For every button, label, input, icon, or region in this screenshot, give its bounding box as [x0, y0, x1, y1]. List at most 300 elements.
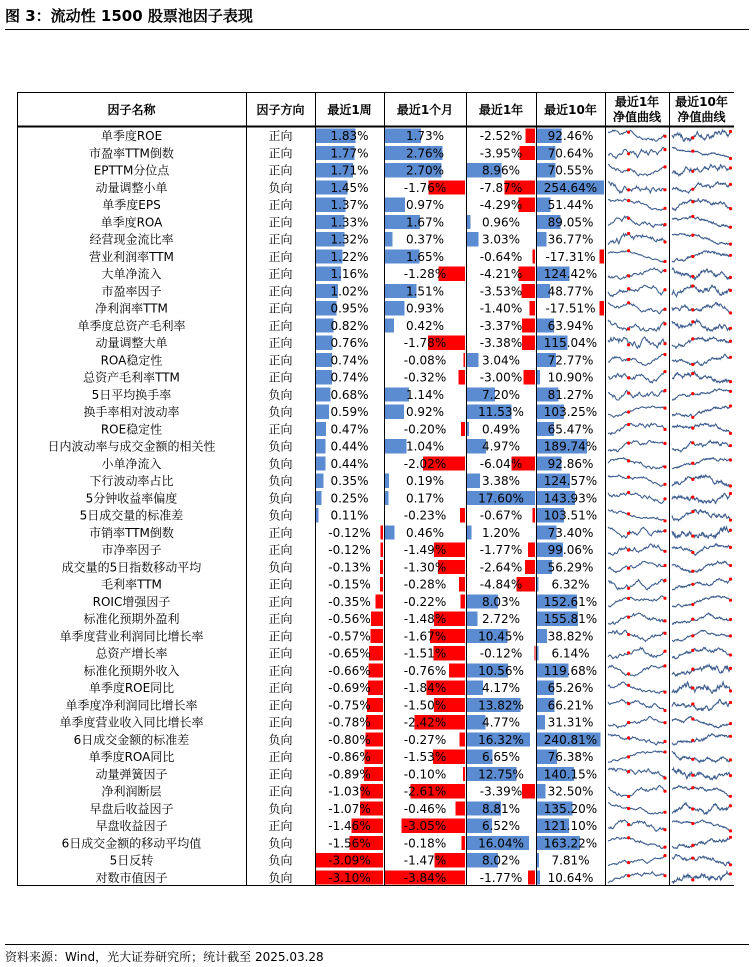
sparkline-marker [729, 701, 732, 704]
return-value: 189.74% [543, 439, 598, 454]
sparkline-marker [627, 633, 630, 636]
return-value: 1.20% [481, 525, 521, 540]
factor-direction: 正向 [268, 370, 293, 385]
return-value: -1.77% [479, 870, 523, 885]
sparkline-marker [691, 462, 694, 465]
value-bar [385, 318, 394, 332]
value-bar [460, 508, 465, 522]
sparkline-marker [663, 519, 666, 522]
factor-direction: 正向 [268, 819, 293, 833]
sparkline-marker [627, 301, 630, 304]
factor-name: 5日成交量的标准差 [79, 508, 184, 523]
value-bar [599, 301, 604, 315]
net-value-sparkline [608, 665, 666, 676]
return-value: 3.04% [481, 353, 521, 368]
factor-name: 标准化预期外收入 [83, 663, 180, 678]
sparkline-marker [627, 287, 630, 290]
sparkline-marker [729, 226, 732, 229]
sparkline-marker [691, 170, 694, 173]
return-value: 0.96% [481, 215, 521, 230]
source-note: 资料来源：Wind，光大证券研究所；统计截至 2025.03.28 [5, 950, 324, 964]
sparkline-marker [627, 721, 630, 724]
return-value: 0.42% [405, 318, 445, 333]
return-value: -1.50% [403, 698, 447, 713]
factor-name: 成交量的5日指数移动平均 [61, 560, 202, 575]
factor-direction: 正向 [268, 422, 293, 437]
net-value-sparkline [608, 199, 666, 210]
column-header: 最近1个月 [396, 103, 454, 117]
return-value: -0.08% [403, 353, 447, 368]
value-bar [458, 370, 465, 384]
sparkline-marker [691, 136, 694, 139]
return-value: 0.74% [330, 353, 369, 368]
return-value: -1.03% [328, 784, 371, 799]
value-bar [385, 525, 395, 539]
net-value-sparkline [608, 458, 666, 469]
return-value: -3.05% [403, 819, 447, 833]
factor-name: 单季度净利润同比增长率 [65, 698, 198, 713]
return-value: 1.45% [330, 180, 369, 195]
return-value: 10.64% [547, 870, 594, 885]
return-value: -3.84% [403, 870, 447, 885]
return-value: 1.16% [330, 267, 369, 281]
sparkline-marker [627, 476, 630, 479]
sparkline-marker [663, 240, 666, 243]
return-value: -1.84% [403, 681, 447, 695]
return-value: 56.29% [547, 560, 594, 575]
sparkline-marker [691, 308, 694, 311]
net-value-sparkline [672, 527, 731, 538]
factor-name: EPTTM分位点 [93, 163, 170, 178]
net-value-sparkline [608, 354, 666, 365]
factor-direction: 正向 [268, 750, 293, 764]
return-value: 143.93% [543, 491, 598, 506]
return-value: 1.37% [330, 198, 369, 212]
value-bar [467, 232, 479, 246]
text-layer [47, 94, 727, 885]
return-value: -0.89% [328, 767, 371, 782]
sparkline-marker [627, 376, 630, 379]
sparkline-marker [627, 616, 630, 619]
sparkline-marker [663, 846, 666, 849]
return-value: 65.47% [547, 422, 594, 437]
return-value: -0.22% [403, 594, 447, 609]
return-value: 115.04% [543, 336, 598, 350]
return-value: -0.80% [328, 732, 371, 747]
value-bar [522, 784, 535, 798]
return-value: 11.53% [478, 405, 524, 419]
factor-name: 毛利率TTM [101, 577, 162, 592]
value-bar [459, 732, 465, 746]
value-bar [537, 715, 545, 729]
factor-name: 动量调整大单 [95, 336, 168, 350]
return-value: 6.32% [551, 577, 590, 592]
net-value-sparkline [672, 768, 731, 779]
net-value-sparkline [672, 596, 731, 607]
sparkline-marker [627, 587, 630, 590]
factor-name: 6日成交金额的标准差 [73, 732, 190, 747]
net-value-sparkline [608, 423, 666, 434]
return-value: 92.46% [547, 129, 594, 143]
sparkline-marker [729, 340, 732, 343]
return-value: 32.50% [547, 784, 594, 799]
sparkline-marker [729, 667, 732, 670]
value-bar [380, 525, 383, 539]
net-value-sparkline [672, 285, 731, 296]
factor-name: 下行波动率占比 [89, 474, 174, 488]
return-value: -3.10% [328, 870, 371, 885]
factor-name: 对数市值因子 [95, 870, 168, 885]
sparkline-marker [663, 790, 666, 793]
return-value: -0.12% [328, 543, 371, 557]
factor-name: 日内波动率与成交金额的相关性 [47, 439, 216, 454]
factor-name: 早盘后收益因子 [89, 801, 174, 816]
sparkline-marker [691, 416, 694, 419]
factor-direction: 正向 [268, 594, 293, 609]
net-value-sparkline [672, 630, 731, 641]
return-value: -0.69% [328, 681, 371, 695]
return-value: -1.77% [479, 543, 523, 557]
return-value: -1.76% [403, 180, 447, 195]
return-value: 0.95% [330, 301, 369, 316]
factor-direction: 负向 [268, 870, 293, 885]
factor-name: 单季度ROA [100, 215, 163, 230]
value-bar [522, 318, 535, 332]
return-value: -4.21% [479, 267, 523, 281]
return-value: 99.06% [547, 543, 594, 557]
value-bar [459, 577, 465, 591]
sparkline-marker [691, 774, 694, 777]
return-value: 76.38% [547, 750, 594, 764]
sparkline-marker [691, 510, 694, 513]
value-bar [380, 543, 383, 557]
sparkline-marker [627, 152, 630, 155]
return-value: 0.19% [405, 474, 445, 488]
return-value: 4.77% [481, 715, 521, 730]
return-value: 0.47% [330, 422, 369, 437]
factor-name: 5分钟收益率偏度 [85, 491, 178, 506]
value-bar [537, 577, 539, 591]
sparkline-marker [691, 686, 694, 689]
net-value-sparkline [672, 406, 731, 417]
sparkline-marker [627, 651, 630, 654]
factor-name: 总资产增长率 [95, 646, 168, 661]
net-value-sparkline [608, 837, 666, 848]
sparkline-marker [627, 327, 630, 330]
sparkline-marker [691, 649, 694, 652]
sparkline-marker [627, 410, 630, 413]
sparkline-marker [691, 372, 694, 375]
sparkline-marker [691, 255, 694, 258]
return-value: 0.25% [330, 491, 369, 506]
return-value: 1.51% [405, 284, 445, 299]
value-bar [316, 405, 329, 419]
net-value-sparkline [672, 613, 731, 624]
value-bar [537, 646, 539, 660]
net-value-sparkline [672, 268, 731, 279]
net-value-sparkline [672, 182, 731, 193]
column-header: 最近1周 [327, 103, 372, 117]
factor-name: 市净率因子 [101, 543, 162, 557]
return-value: -0.23% [403, 508, 447, 523]
value-bar [525, 560, 535, 574]
sparkline-marker [663, 165, 666, 168]
return-value: 0.44% [330, 456, 369, 471]
value-bar [369, 663, 383, 677]
sparkline-marker [729, 722, 732, 725]
factor-direction: 正向 [268, 129, 293, 143]
column-header: 因子名称 [107, 103, 156, 117]
return-value: 6.52% [481, 819, 521, 833]
sparkline-marker [691, 320, 694, 323]
net-value-sparkline [672, 820, 731, 831]
value-bar [537, 370, 540, 384]
return-value: -7.87% [479, 180, 523, 195]
net-value-sparkline [608, 182, 666, 193]
factor-direction: 正向 [268, 267, 293, 281]
sparkline-marker [729, 254, 732, 257]
return-value: -2.02% [403, 456, 447, 471]
sparkline-marker [663, 497, 666, 500]
factor-direction: 正向 [268, 336, 293, 350]
net-value-sparkline [672, 147, 731, 158]
sparkline-marker [627, 131, 630, 134]
value-bar [385, 198, 405, 212]
sparkline-marker [691, 583, 694, 586]
return-value: -0.56% [328, 612, 371, 626]
factor-direction: 负向 [268, 836, 293, 851]
sparkline-marker [729, 804, 732, 807]
column-header: 最近10年 [675, 95, 728, 109]
sparkline-marker [729, 484, 732, 487]
factor-direction: 正向 [268, 301, 293, 316]
sparkline-marker [729, 404, 732, 407]
sparkline-marker [663, 223, 666, 226]
sparkline-marker [627, 672, 630, 675]
return-value: -1.51% [403, 646, 447, 661]
net-value-sparkline [672, 837, 731, 848]
sparkline-marker [729, 289, 732, 292]
factor-name: 早盘收益因子 [95, 819, 168, 833]
return-value: 121.10% [543, 819, 598, 833]
sparkline-marker [663, 483, 666, 486]
sparkline-marker [663, 135, 666, 138]
sparkline-marker [729, 207, 732, 210]
factor-name: 小单净流入 [101, 456, 162, 471]
return-value: 38.82% [547, 629, 594, 644]
value-bar [537, 870, 540, 884]
column-header: 净值曲线 [612, 110, 662, 124]
factor-direction: 正向 [268, 543, 293, 557]
return-value: -1.48% [403, 612, 447, 626]
sparkline-marker [691, 822, 694, 825]
net-value-sparkline [672, 423, 731, 434]
return-value: -0.66% [328, 663, 371, 678]
sparkline-marker [729, 492, 732, 495]
value-bar [449, 663, 465, 677]
sparkline-marker [627, 567, 630, 570]
sparkline-marker [729, 130, 732, 133]
net-value-sparkline [608, 803, 666, 814]
net-value-sparkline [672, 803, 731, 814]
return-value: 0.35% [330, 474, 369, 488]
value-bar [467, 422, 469, 436]
sparkline-marker [663, 691, 666, 694]
factor-name: 单季度营业利润同比增长率 [59, 629, 204, 644]
factor-direction: 正向 [268, 663, 293, 678]
net-value-sparkline [672, 337, 731, 348]
factor-name: 单季度ROE [100, 129, 163, 143]
sparkline-layer [608, 130, 732, 883]
return-value: -0.46% [403, 801, 447, 816]
sparkline-marker [627, 442, 630, 445]
factor-direction: 正向 [268, 163, 293, 178]
factor-direction: 正向 [268, 767, 293, 782]
value-bar [533, 249, 536, 263]
return-value: 7.81% [551, 853, 590, 868]
return-value: 81.27% [547, 387, 594, 402]
sparkline-marker [663, 148, 666, 151]
value-bar [385, 232, 393, 246]
column-header: 最近1年 [614, 95, 660, 109]
sparkline-marker [729, 519, 732, 522]
net-value-sparkline [672, 372, 731, 383]
factor-name: 单季度ROE同比 [88, 681, 175, 695]
sparkline-marker [729, 390, 732, 393]
value-bar [467, 353, 479, 367]
return-value: -1.49% [403, 543, 447, 557]
factor-name: ROIC增强因子 [92, 594, 171, 609]
return-value: -6.04% [479, 456, 523, 471]
return-value: 8.02% [481, 853, 521, 868]
sparkline-marker [691, 603, 694, 606]
return-value: 48.77% [547, 284, 594, 299]
sparkline-marker [663, 407, 666, 410]
return-value: 17.60% [478, 491, 524, 506]
return-value: -0.65% [328, 646, 371, 661]
net-value-sparkline [608, 492, 666, 503]
value-bar [385, 491, 389, 505]
net-value-sparkline [672, 492, 731, 503]
sparkline-marker [691, 363, 694, 366]
value-bar [537, 232, 547, 246]
sparkline-marker [627, 217, 630, 220]
net-value-sparkline [672, 165, 731, 176]
value-bar [467, 474, 480, 488]
sparkline-marker [691, 478, 694, 481]
net-value-sparkline [608, 320, 666, 331]
return-value: -0.28% [403, 577, 447, 592]
net-value-sparkline [608, 768, 666, 779]
value-bar [316, 439, 326, 453]
return-value: -1.07% [328, 801, 371, 816]
factor-direction: 正向 [268, 146, 293, 161]
factor-name: ROE稳定性 [100, 422, 163, 437]
value-bar [385, 439, 407, 453]
return-value: 89.05% [547, 215, 594, 230]
net-value-sparkline [672, 216, 731, 227]
sparkline-marker [627, 358, 630, 361]
sparkline-marker [627, 823, 630, 826]
net-value-sparkline [608, 268, 666, 279]
factor-name: 单季度总资产毛利率 [77, 318, 186, 333]
sparkline-marker [729, 166, 732, 169]
return-value: -4.84% [479, 577, 523, 592]
sparkline-marker [729, 872, 732, 875]
net-value-sparkline [608, 216, 666, 227]
return-value: 16.04% [478, 836, 524, 851]
value-bar [525, 129, 535, 143]
sparkline-marker [691, 570, 694, 573]
sparkline-marker [691, 441, 694, 444]
sparkline-marker [627, 836, 630, 839]
factor-direction: 正向 [268, 284, 293, 299]
net-value-sparkline [608, 303, 666, 314]
return-value: -0.86% [328, 750, 371, 764]
net-value-sparkline [672, 354, 731, 365]
net-value-sparkline [672, 699, 731, 710]
return-value: -3.38% [479, 336, 523, 350]
factor-direction: 正向 [268, 198, 293, 212]
sparkline-marker [729, 356, 732, 359]
value-bar [467, 612, 478, 626]
value-bar [532, 508, 535, 522]
net-value-sparkline [608, 579, 666, 590]
factor-direction: 负向 [268, 853, 293, 868]
factor-direction: 负向 [268, 387, 293, 402]
return-value: -1.78% [403, 336, 447, 350]
value-bar [537, 784, 546, 798]
return-value: -2.42% [403, 715, 447, 730]
net-value-sparkline [608, 734, 666, 745]
net-value-sparkline [608, 527, 666, 538]
sparkline-marker [627, 597, 630, 600]
sparkline-marker [627, 491, 630, 494]
column-header: 最近1年 [478, 103, 524, 117]
net-value-sparkline [672, 251, 731, 262]
value-bar [463, 767, 465, 781]
return-value: 0.49% [481, 422, 521, 437]
return-value: -3.39% [479, 784, 523, 799]
sparkline-marker [729, 276, 732, 279]
return-value: 2.72% [481, 612, 521, 626]
return-value: 4.17% [481, 681, 521, 695]
return-value: -3.53% [479, 284, 523, 299]
net-value-sparkline [608, 389, 666, 400]
value-bar [455, 801, 465, 815]
sparkline-marker [729, 243, 732, 246]
value-bar [316, 491, 321, 505]
net-value-sparkline [672, 458, 731, 469]
value-bar [369, 646, 383, 660]
value-bar [385, 405, 404, 419]
return-value: 1.77% [330, 146, 369, 161]
sparkline-marker [627, 736, 630, 739]
return-value: 135.20% [543, 801, 598, 816]
net-value-sparkline [608, 855, 666, 866]
value-bar [385, 474, 389, 488]
value-bar [371, 612, 383, 626]
return-value: 1.73% [405, 129, 445, 143]
return-value: 1.33% [330, 215, 369, 230]
return-value: 6.65% [481, 750, 521, 764]
factor-name: 营业利润率TTM [89, 249, 174, 264]
return-value: 66.21% [547, 698, 594, 713]
sparkline-marker [729, 689, 732, 692]
sparkline-marker [627, 702, 630, 705]
net-value-sparkline [608, 234, 666, 245]
return-value: 70.64% [547, 146, 594, 161]
